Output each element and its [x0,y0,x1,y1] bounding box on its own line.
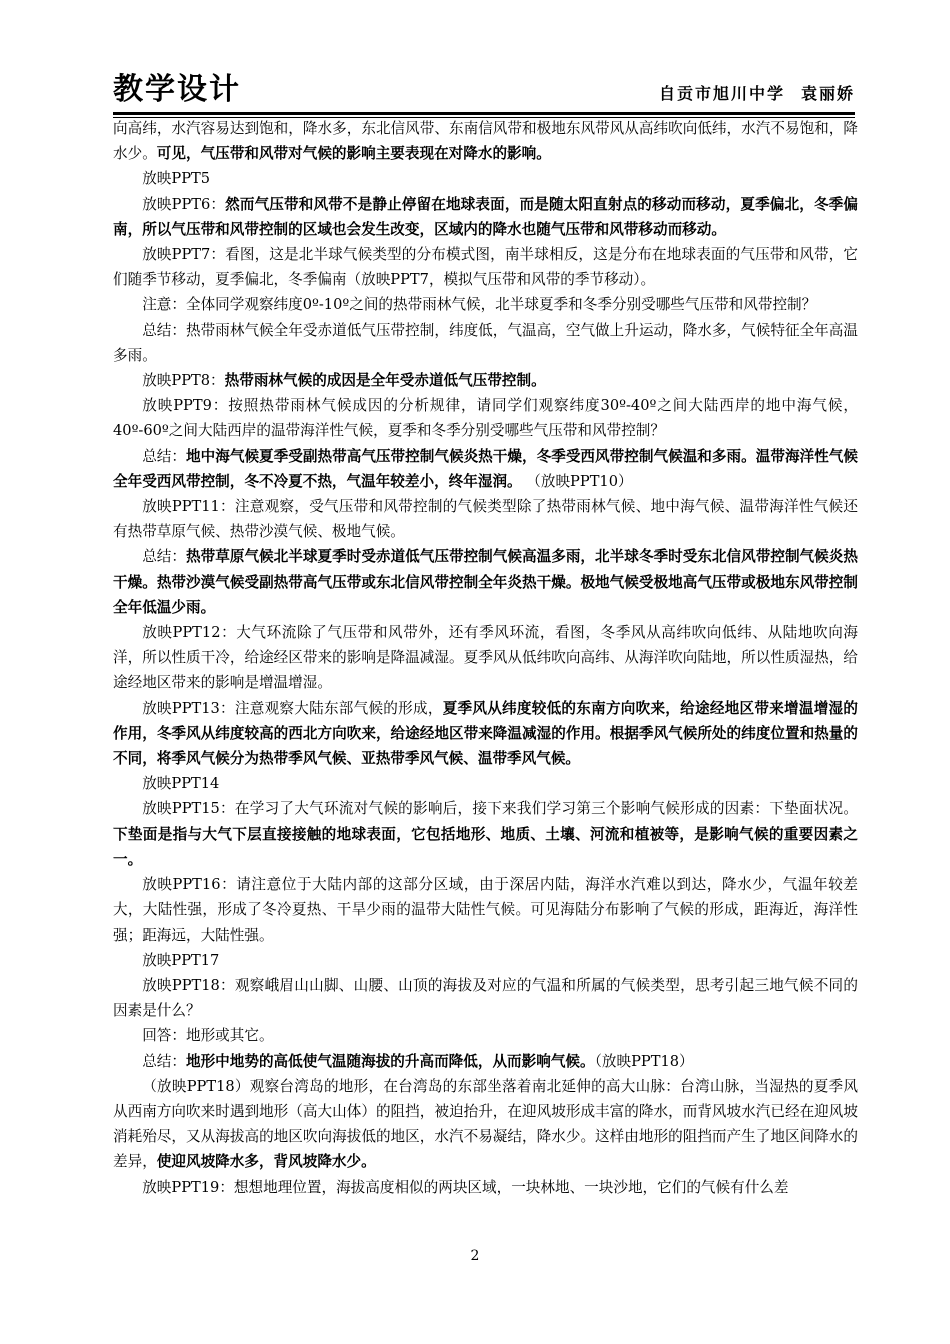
text-run: 放映PPT17 [142,951,220,969]
text-run: 放映PPT8： [142,372,225,390]
text-run: 总结： [142,548,187,566]
paragraph [113,1049,858,1074]
header-title: 教学设计 [113,72,241,107]
paragraph [113,948,858,973]
paragraph [113,242,858,292]
paragraph [113,1175,858,1200]
paragraph [113,166,858,191]
bold-text-run: 使迎风坡降水多，背风坡降水少。 [156,1153,376,1171]
bold-text-run: 然而气压带和风带不是静止停留在地球表面，而是随太阳直射点的移动而移动，夏季偏北，冬季偏南，所以气压带和风带控制的区域也会发生改变，区域内的降水也随气压带和风带移动而移动。 [113,195,858,238]
bold-text-run: 夏季风从纬度较低的东南方向吹来，给途经地区带来增温增湿的作用，冬季风从纬度较高的西北方向吹来，给途经地区带来降温减湿的作用。根据季风气候所处的纬度位置和热量的不同，将季风气候分为热带季风气候、亚热带季风气候、温带季风气候。 [113,699,858,768]
paragraph [113,494,858,544]
text-run: 放映PPT18：观察峨眉山山脚、山腰、山顶的海拔及对应的气温和所属的气候类型，思考引起三地气候不同的因素是什么？ [113,976,858,1020]
page-header [113,70,855,114]
text-run: （放映PPT10） [521,472,633,490]
paragraph [113,1023,858,1048]
bold-text-run: 下垫面是指与大气下层直接接触的地球表面，它包括地形、地质、土壤、河流和植被等，是影响气候的重要因素之一。 [113,825,858,868]
header-rule-thick [113,112,855,115]
text-run: 放映PPT7：看图，这是北半球气候类型的分布模式图，南半球相反，这是分布在地球表面的气压带和风带，它们随季节移动，夏季偏北，冬季偏南（放映PPT7，模拟气压带和风带的季节移动）。 [113,246,858,289]
paragraph [113,544,858,620]
text-run: 总结： [142,447,187,465]
bold-text-run: 地中海气候夏季受副热带高气压带控制气候炎热干燥，冬季受西风带控制气候温和多雨。温带海洋性气候全年受西风带控制，冬不冷夏不热，气温年较差小，终年湿润。 [113,447,858,490]
text-run: （放映PPT18）观察台湾岛的地形，在台湾岛的东部坐落着南北延伸的高大山脉：台湾山脉，当湿热的夏季风从西南方向吹来时遇到地形（高大山体）的阻挡，被迫抬升，在迎风坡形成丰富的降水，而背风坡水汽已经在迎风坡消耗殆尽，又从海拔高的地区吹向海拔低的地区，水汽不易凝结，降水少。这样由地形的阻挡而产生了地区间降水的差异， [113,1077,858,1171]
paragraph [113,771,858,796]
text-run: 注意：全体同学观察纬度0º-10º之间的热带雨林气候，北半球夏季和冬季分别受哪些气压带和风带控制？ [142,296,817,314]
text-run: 放映PPT19：想想地理位置，海拔高度相似的两块区域，一块林地、一块沙地，它们的气候有什么差 [142,1178,789,1196]
text-run: 向高纬，水汽容易达到饱和，降水多，东北信风带、东南信风带和极地东风带风从高纬吹向低纬，水汽不易饱和，降水少。 [113,120,858,163]
paragraph [113,292,858,317]
paragraph [113,116,858,166]
paragraph [113,696,858,772]
paragraph [113,1074,858,1175]
text-run: 总结：热带雨林气候全年受赤道低气压带控制，纬度低，气温高，空气做上升运动，降水多，气候特征全年高温多雨。 [113,321,858,364]
text-run: 放映PPT9：按照热带雨林气候成因的分析规律，请同学们观察纬度30º-40º之间大陆西岸的地中海气候， 40º-60º之间大陆西岸的温带海洋性气候，夏季和冬季分别受哪些气压带和风带控制？ [113,397,858,440]
paragraph [113,318,858,368]
bold-text-run: 热带雨林气候的成因是全年受赤道低气压带控制。 [224,372,546,390]
paragraph [113,368,858,393]
text-run: 放映PPT14 [142,775,220,793]
bold-text-run: 可见，气压带和风带对气候的影响主要表现在对降水的影响。 [156,145,551,163]
header-school-author [659,82,855,106]
text-run: 放映PPT13：注意观察大陆东部气候的形成， [142,699,443,717]
document-body [113,116,858,1200]
text-run: 放映PPT5 [142,170,211,188]
page-number: 2 [470,1248,480,1264]
text-run: 放映PPT12：大气环流除了气压带和风带外，还有季风环流，看图，冬季风从高纬吹向低纬、从陆地吹向海洋，所以性质干冷，给途经区带来的影响是降温减湿。夏季风从低纬吹向高纬、从海洋吹向陆地，所以性质湿热，给途经地区带来的影响是增温增湿。 [113,624,858,692]
paragraph [113,620,858,696]
paragraph [113,872,858,948]
paragraph [113,192,858,242]
bold-text-run: 地形中地势的高低使气温随海拔的升高而降低，从而影响气候。 [185,1052,595,1070]
paragraph [113,444,858,494]
paragraph [113,393,858,443]
paragraph [113,796,858,872]
header-school: 自贡市旭川中学 [658,84,785,103]
text-run: 放映PPT16：请注意位于大陆内部的这部分区域，由于深居内陆，海洋水汽难以到达，降水少，气温年较差大，大陆性强，形成了冬冷夏热、干旱少雨的温带大陆性气候。可见海陆分布影响了气候的形成，距海近，海洋性强；距海远，大陆性强。 [113,876,858,944]
text-run: 放映PPT15：在学习了大气环流对气候的影响后，接下来我们学习第三个影响气候形成的因素：下垫面状况。 [142,800,858,818]
text-run: （放映PPT18） [594,1052,694,1070]
text-run: 回答：地形或其它。 [142,1027,274,1045]
text-run: 总结： [142,1052,186,1070]
bold-text-run: 热带草原气候北半球夏季时受赤道低气压带控制气候高温多雨，北半球冬季时受东北信风带控制气候炎热干燥。热带沙漠气候受副热带高气压带或东北信风带控制全年炎热干燥。极地气候受极地高气压带或极地东风带控制全年低温少雨。 [113,548,858,616]
text-run: 放映PPT11：注意观察，受气压带和风带控制的气候类型除了热带雨林气候、地中海气候、温带海洋性气候还有热带草原气候、热带沙漠气候、极地气候。 [113,498,858,541]
header-author: 袁丽娇 [800,84,855,103]
paragraph [113,973,858,1023]
text-run: 放映PPT6： [142,195,226,213]
